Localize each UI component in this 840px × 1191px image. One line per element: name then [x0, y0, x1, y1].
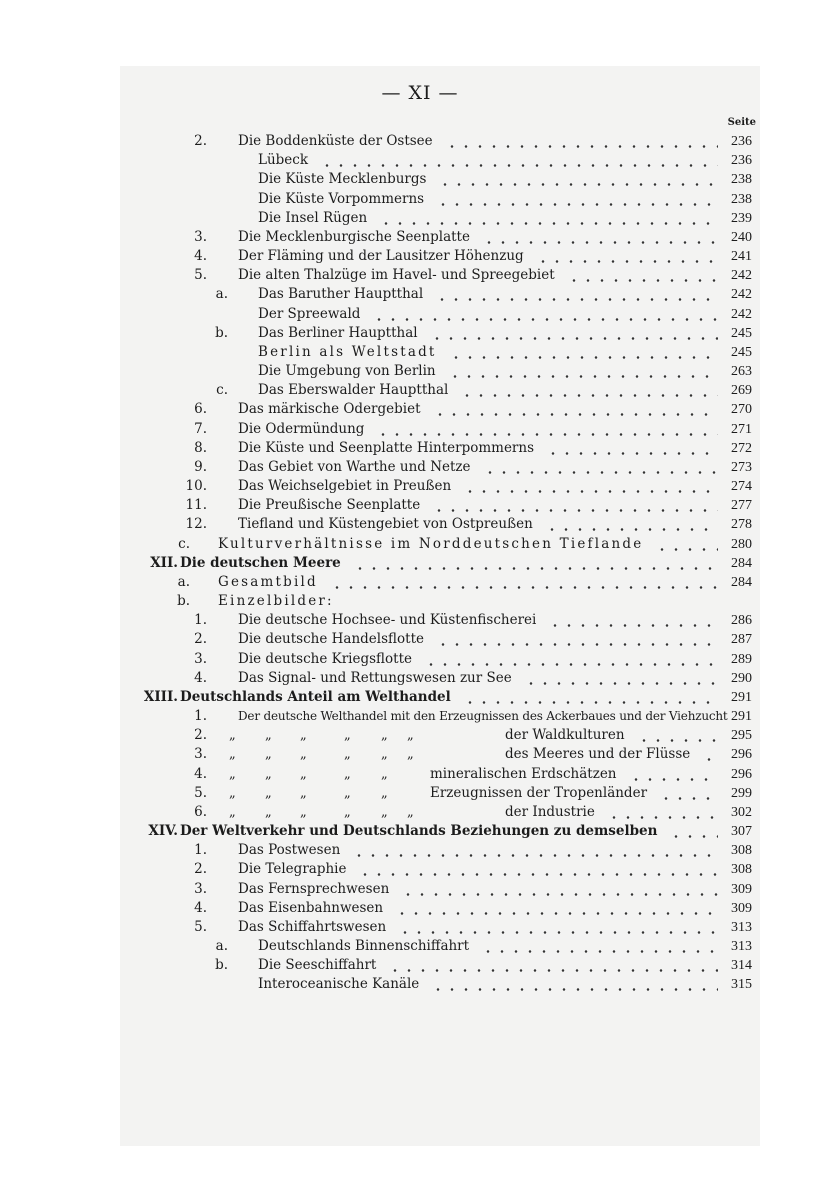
- toc-entry-row: [0, 975, 840, 994]
- ditto-mark: „: [229, 747, 236, 763]
- toc-entry-title: Der Weltverkehr und Deutschlands Beziehungen zu demselben: [180, 823, 658, 840]
- toc-entry-row: [0, 573, 840, 592]
- toc-page-number: 291: [731, 689, 752, 705]
- toc-entry-title: Lübeck: [258, 152, 309, 169]
- toc-page-number: 284: [731, 574, 752, 590]
- dot-leader: [429, 400, 718, 419]
- ditto-mark: „: [381, 804, 388, 820]
- toc-entry-title: Die Küste und Seenplatte Hinterpommerns: [238, 439, 535, 456]
- toc-entry-number: b.: [215, 957, 228, 974]
- toc-entry-row: [0, 285, 840, 304]
- toc-entry-row: [0, 918, 840, 937]
- toc-entry-title: Das Weichselgebiet in Preußen: [238, 478, 452, 495]
- dot-leader: [428, 496, 718, 515]
- dot-leader: [326, 573, 718, 592]
- toc-page-number: 272: [731, 440, 752, 456]
- toc-entry-title: Das Signal- und Rettungswesen zur See: [238, 669, 512, 686]
- toc-entry-number: 2.: [194, 133, 207, 149]
- toc-entry-number: 6.: [194, 401, 207, 418]
- toc-page-number: 313: [731, 919, 752, 935]
- toc-entry-number: XIII.: [143, 688, 178, 705]
- ditto-mark: „: [344, 785, 351, 801]
- toc-page-number: 295: [731, 728, 752, 744]
- toc-page-number: 238: [731, 191, 752, 207]
- toc-entry-number: 3.: [194, 746, 207, 763]
- toc-entry-row: [0, 305, 840, 324]
- toc-page-number: 269: [731, 383, 752, 399]
- toc-entry-row: [0, 324, 840, 343]
- toc-page-number: 277: [731, 498, 752, 514]
- dot-leader: [445, 343, 718, 362]
- ditto-mark: „: [265, 766, 272, 782]
- toc-entry-row: [0, 439, 840, 458]
- ditto-mark: „: [407, 728, 414, 744]
- toc-entry-number: a.: [215, 938, 228, 955]
- toc-page-number: 238: [731, 172, 752, 188]
- toc-entry-title: Kulturverhältnisse im Norddeutschen Tieflande: [218, 535, 644, 552]
- ditto-mark: „: [381, 747, 388, 763]
- toc-entry-row: [0, 132, 840, 151]
- toc-entry-number: 4.: [194, 248, 207, 265]
- dot-leader: [542, 439, 718, 458]
- toc-entry-title: Die deutsche Kriegsflotte: [238, 650, 413, 667]
- toc-entry-title: Das Postwesen: [238, 842, 341, 859]
- dot-leader: [316, 151, 718, 170]
- dot-leader: [459, 688, 718, 707]
- toc-entry-title: Die Seeschiffahrt: [258, 957, 377, 974]
- toc-page-number: 315: [731, 977, 752, 993]
- toc-section-row: [0, 822, 840, 841]
- ditto-mark: „: [300, 804, 307, 820]
- toc-entry-title: Die Odermündung: [238, 420, 365, 437]
- toc-entry-number: a.: [215, 286, 228, 303]
- toc-entry-number: c.: [178, 535, 190, 552]
- toc-entry-row: [0, 420, 840, 439]
- toc-entry-row: [0, 515, 840, 534]
- toc-entry-number: 1.: [194, 708, 207, 725]
- toc-entry-title: Die Mecklenburgische Seenplatte: [238, 228, 470, 245]
- toc-entry-title: Die Telegraphie: [238, 861, 347, 878]
- toc-entry-row: [0, 247, 840, 266]
- toc-entry-row: [0, 592, 840, 611]
- ditto-mark: „: [229, 804, 236, 820]
- toc-entry-number: 1.: [194, 842, 207, 859]
- ditto-mark: „: [381, 785, 388, 801]
- dot-leader: [456, 381, 718, 400]
- toc-entry-title: Gesamtbild: [218, 573, 318, 590]
- ditto-mark: „: [407, 747, 414, 763]
- dot-leader: [532, 247, 718, 266]
- ditto-mark: „: [265, 785, 272, 801]
- toc-entry-number: XII.: [150, 554, 178, 571]
- toc-entry-row: [0, 726, 840, 745]
- dot-leader: [520, 669, 718, 688]
- toc-entry-row: [0, 880, 840, 899]
- toc-entry-row: [0, 458, 840, 477]
- toc-entry-row: [0, 190, 840, 209]
- dot-leader: [625, 765, 718, 784]
- toc-page-number: 302: [731, 804, 752, 820]
- toc-page-number: 241: [731, 249, 752, 265]
- dot-leader: [665, 822, 718, 841]
- toc-entry-row: [0, 956, 840, 975]
- toc-entry-row: [0, 477, 840, 496]
- toc-entry-number: 2.: [194, 861, 207, 878]
- toc-page-number: 308: [731, 843, 752, 859]
- toc-entry-number: 4.: [194, 669, 207, 686]
- toc-entry-row: [0, 630, 840, 649]
- dot-leader: [354, 860, 718, 879]
- toc-entry-title: Die deutsche Hochsee- und Küstenfischerei: [238, 612, 537, 629]
- dot-leader: [441, 132, 718, 151]
- page-header: — XI —: [381, 82, 459, 104]
- toc-entry-number: 8.: [194, 439, 207, 456]
- ditto-mark: „: [407, 804, 414, 820]
- toc-entry-number: 9.: [194, 458, 207, 475]
- toc-page-number: 307: [731, 824, 752, 840]
- toc-entry-title: des Meeres und der Flüsse: [505, 746, 691, 763]
- toc-entry-title: Die Preußische Seenplatte: [238, 497, 421, 514]
- toc-page-number: 245: [731, 325, 752, 341]
- dot-leader: [477, 937, 718, 956]
- dot-leader: [655, 784, 718, 803]
- toc-entry-row: [0, 535, 840, 554]
- toc-entry-row: [0, 669, 840, 688]
- toc-entry-row: [0, 784, 840, 803]
- dot-leader: [391, 899, 718, 918]
- toc-entry-row: [0, 937, 840, 956]
- toc-entry-row: [0, 151, 840, 170]
- toc-page-number: 239: [731, 210, 752, 226]
- dot-leader: [372, 420, 718, 439]
- toc-entry-number: 4.: [194, 765, 207, 782]
- toc-entry-row: [0, 745, 840, 764]
- ditto-mark: „: [344, 804, 351, 820]
- dot-leader: [444, 362, 718, 381]
- toc-entry-number: XIV.: [148, 823, 178, 840]
- dot-leader: [563, 266, 718, 285]
- toc-entry-title: Die Insel Rügen: [258, 209, 368, 226]
- dot-leader: [603, 803, 718, 822]
- toc-page-number: 299: [731, 785, 752, 801]
- toc-entry-number: 3.: [194, 650, 207, 667]
- dot-leader: [434, 170, 718, 189]
- toc-entry-title: Das Eisenbahnwesen: [238, 899, 384, 916]
- toc-page-number: 291: [731, 709, 752, 725]
- toc-page-number: 245: [731, 344, 752, 360]
- ditto-mark: „: [300, 747, 307, 763]
- toc-entry-title: Das Schiffahrtswesen: [238, 918, 387, 935]
- toc-entry-number: b.: [177, 593, 190, 610]
- toc-entry-number: 1.: [194, 612, 207, 629]
- toc-entry-number: 10.: [185, 478, 207, 495]
- ditto-mark: „: [229, 785, 236, 801]
- toc-entry-title: Das Eberswalder Hauptthal: [258, 382, 449, 399]
- toc-entry-row: [0, 841, 840, 860]
- toc-entry-number: 5.: [194, 918, 207, 935]
- ditto-mark: „: [300, 728, 307, 744]
- toc-page-number: 236: [731, 134, 752, 149]
- toc-entry-row: [0, 228, 840, 247]
- toc-page-number: 263: [731, 364, 752, 380]
- toc-entry-row: [0, 707, 840, 726]
- dot-leader: [368, 305, 718, 324]
- toc-entry-title: Berlin als Weltstadt: [258, 343, 437, 360]
- toc-entry-number: 3.: [194, 228, 207, 245]
- ditto-mark: „: [344, 766, 351, 782]
- toc-entry-title: Der deutsche Welthandel mit den Erzeugnissen des Ackerbaues und der Viehzucht: [238, 709, 728, 724]
- toc-entry-title: Das Baruther Hauptthal: [258, 286, 424, 303]
- toc-entry-row: [0, 803, 840, 822]
- dot-leader: [348, 841, 718, 860]
- toc-entry-row: [0, 343, 840, 362]
- toc-entry-row: [0, 860, 840, 879]
- toc-page-number: 273: [731, 459, 752, 475]
- ditto-mark: „: [265, 747, 272, 763]
- dot-leader: [459, 477, 718, 496]
- dot-leader: [651, 535, 718, 554]
- toc-page-number: 308: [731, 862, 752, 878]
- toc-page-number: 270: [731, 402, 752, 418]
- toc-entry-row: [0, 611, 840, 630]
- toc-entry-number: 5.: [194, 784, 207, 801]
- toc-entry-number: 5.: [194, 267, 207, 284]
- toc-entry-number: 12.: [185, 516, 207, 533]
- ditto-mark: „: [265, 804, 272, 820]
- toc-entry-title: Das märkische Odergebiet: [238, 401, 421, 418]
- toc-entry-row: [0, 899, 840, 918]
- toc-entry-title: Der Spreewald: [258, 305, 361, 322]
- toc-page-number: 278: [731, 517, 752, 533]
- toc-page-number: 313: [731, 939, 752, 955]
- toc-entry-row: [0, 650, 840, 669]
- dot-leader: [384, 956, 718, 975]
- toc-entry-title: Interoceanische Kanäle: [258, 976, 420, 993]
- toc-entry-row: [0, 400, 840, 419]
- toc-page-number: 240: [731, 229, 752, 245]
- ditto-mark: „: [229, 766, 236, 782]
- toc-entry-row: [0, 209, 840, 228]
- toc-entry-title: Die Küste Mecklenburgs: [258, 171, 427, 188]
- dot-leader: [541, 515, 718, 534]
- toc-entry-title: Der Fläming und der Lausitzer Höhenzug: [238, 248, 524, 265]
- toc-page-number: 290: [731, 670, 752, 686]
- dot-leader: [426, 324, 718, 343]
- toc-entry-title: mineralischen Erdschätzen: [430, 765, 617, 782]
- toc-entry-number: b.: [215, 324, 228, 341]
- dot-leader: [432, 630, 718, 649]
- dot-leader: [375, 209, 718, 228]
- ditto-mark: „: [265, 728, 272, 744]
- toc-entry-title: Die Küste Vorpommerns: [258, 190, 425, 207]
- toc-entry-title: Das Gebiet von Warthe und Netze: [238, 458, 471, 475]
- toc-entry-title: Das Fernsprechwesen: [238, 880, 390, 897]
- toc-entry-row: [0, 381, 840, 400]
- toc-page-number: 309: [731, 900, 752, 916]
- toc-entry-title: Tiefland und Küstengebiet von Ostpreußen: [238, 516, 533, 533]
- toc-entry-title: Die alten Thalzüge im Havel- und Spreegebiet: [238, 267, 555, 284]
- toc-entry-number: 7.: [194, 420, 207, 437]
- ditto-mark: „: [300, 766, 307, 782]
- toc-page-number: 274: [731, 479, 752, 495]
- toc-page-number: 309: [731, 881, 752, 897]
- toc-entry-row: [0, 266, 840, 285]
- dot-leader: [544, 611, 718, 630]
- toc-page-number: 236: [731, 153, 752, 169]
- toc-page-number: 271: [731, 421, 752, 437]
- toc-entry-title: Deutschlands Binnenschiffahrt: [258, 938, 470, 955]
- dot-leader: [420, 650, 718, 669]
- toc-section-row: [0, 554, 840, 573]
- toc-entry-title: der Waldkulturen: [505, 727, 625, 744]
- toc-entry-number: 6.: [194, 803, 207, 820]
- dot-leader: [431, 285, 718, 304]
- ditto-mark: „: [344, 747, 351, 763]
- dot-leader: [698, 745, 718, 764]
- dot-leader: [478, 228, 718, 247]
- toc-page-number: 286: [731, 613, 752, 629]
- toc-section-row: [0, 688, 840, 707]
- dot-leader: [427, 975, 718, 994]
- toc-entry-title: Die Umgebung von Berlin: [258, 363, 436, 380]
- toc-entry-number: 2.: [194, 727, 207, 744]
- dot-leader: [432, 190, 718, 209]
- toc-page-number: 296: [731, 766, 752, 782]
- toc-entry-title: Einzelbilder:: [218, 593, 334, 610]
- toc-entry-number: c.: [216, 382, 228, 399]
- toc-entry-row: [0, 496, 840, 515]
- dot-leader: [633, 726, 718, 745]
- toc-page-number: 242: [731, 306, 752, 322]
- dot-leader: [349, 554, 718, 573]
- toc-entry-title: Die Boddenküste der Ostsee: [238, 133, 433, 149]
- toc-entry-number: 3.: [194, 880, 207, 897]
- ditto-mark: „: [381, 766, 388, 782]
- ditto-mark: „: [344, 728, 351, 744]
- toc-page-number: 242: [731, 268, 752, 284]
- toc-entry-title: Erzeugnissen der Tropenländer: [430, 784, 648, 801]
- ditto-mark: „: [300, 785, 307, 801]
- toc-entry-row: [0, 765, 840, 784]
- toc-entry-title: Deutschlands Anteil am Welthandel: [180, 688, 451, 705]
- toc-entry-title: Das Berliner Hauptthal: [258, 324, 418, 341]
- toc-page-number: 287: [731, 632, 752, 648]
- toc-page-number: 314: [731, 958, 752, 974]
- toc-page-number: 296: [731, 747, 752, 763]
- toc-page-number: 242: [731, 287, 752, 303]
- toc-entry-number: 2.: [194, 631, 207, 648]
- ditto-mark: „: [381, 728, 388, 744]
- page-column-heading: Seite: [727, 117, 756, 128]
- dot-leader: [397, 880, 718, 899]
- ditto-mark: „: [229, 728, 236, 744]
- toc-entry-title: Die deutsche Handelsflotte: [238, 631, 425, 648]
- toc-page-number: 280: [731, 536, 752, 552]
- dot-leader: [394, 918, 718, 937]
- toc-entry-title: der Industrie: [505, 803, 595, 820]
- toc-entry-number: 4.: [194, 899, 207, 916]
- toc-page-number: 289: [731, 651, 752, 667]
- toc-entry-row: [0, 362, 840, 381]
- toc-page-number: 284: [731, 555, 752, 571]
- toc-entry-row: [0, 170, 840, 189]
- toc-entry-number: a.: [177, 573, 190, 590]
- toc-entry-title: Die deutschen Meere: [180, 554, 341, 571]
- toc-entry-number: 11.: [185, 497, 207, 514]
- dot-leader: [479, 458, 718, 477]
